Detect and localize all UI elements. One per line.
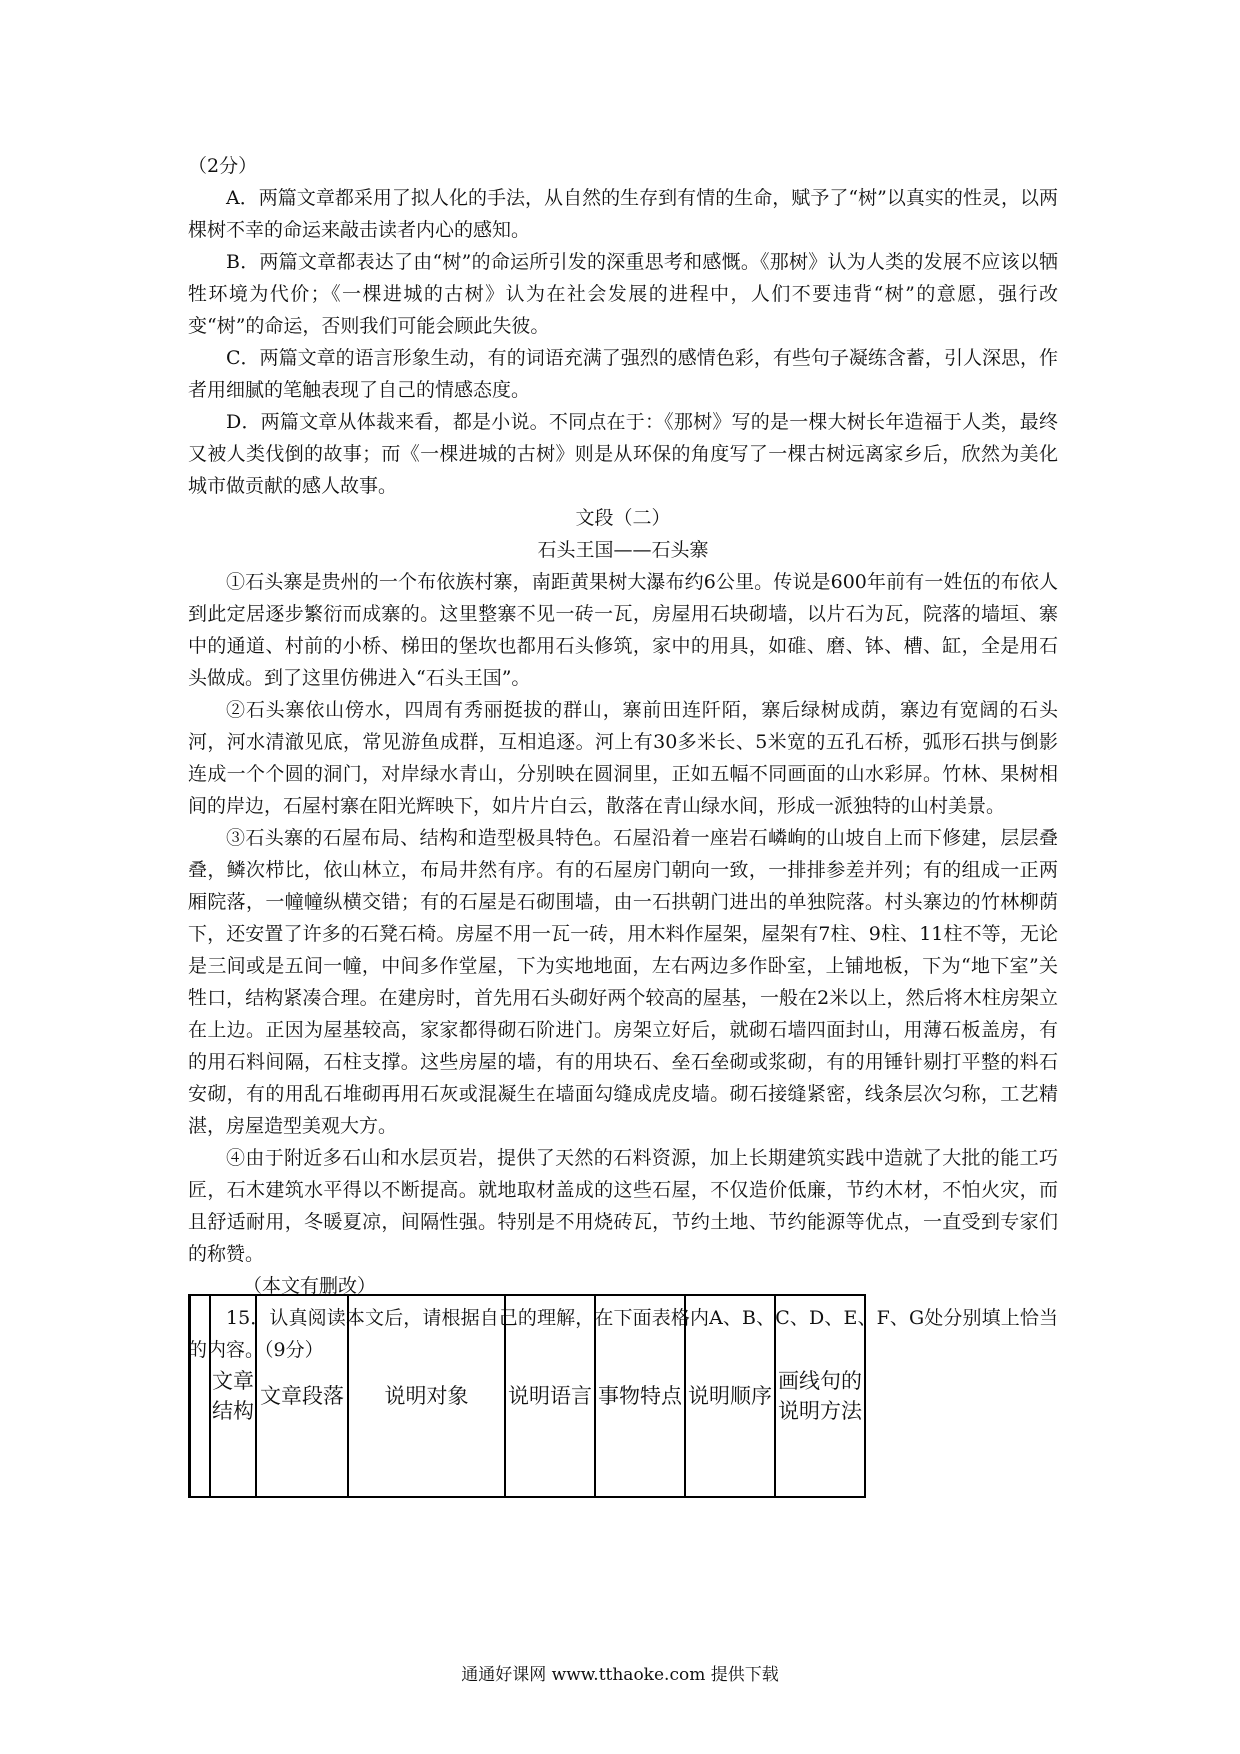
option-b: B．两篇文章都表达了由“树”的命运所引发的深重思考和感慨。《那树》认为人类的发展不应该以牺牲环境为代价；《一棵进城的古树》认为在社会发展的进程中，人们不要违背“树”的意愿，强行改变“树”的命运，否则我们可能会顾此失彼。 — [188, 251, 1058, 337]
option-d: D．两篇文章从体裁来看，都是小说。不同点在于：《那树》写的是一棵大树长年造福于人类，最终又被人类伐倒的故事；而《一棵进城的古树》则是从环保的角度写了一棵古树远离家乡后，欣然为美化城市做贡献的感人故事。 — [188, 411, 1058, 497]
table-header-cell: 说明语言 — [505, 1295, 595, 1497]
question-15: 15．认真阅读本文后，请根据自己的理解，在下面表格内A、B、C、D、E、F、G处分别填上恰当的内容。（9分） — [188, 1307, 1058, 1361]
question-tail: （2分） — [188, 155, 258, 177]
section-label: 文段（二） — [575, 507, 671, 529]
table-header-cell: 说明顺序 — [685, 1295, 775, 1497]
table-header-cell: 画线句的说明方法 — [775, 1295, 865, 1497]
table-header-cell: 文章段落 — [256, 1295, 348, 1497]
paragraph-1: ①石头寨是贵州的一个布依族村寨，南距黄果树大瀑布约6公里。传说是600年前有一姓伍的布依人到此定居逐步繁衍而成寨的。这里整寨不见一砖一瓦，房屋用石块砌墙，以片石为瓦，院落的墙垣、寨中的通道、村前的小桥、梯田的堡坎也都用石头修筑，家中的用具，如碓、磨、钵、槽、缸，全是用石头做成。到了这里仿佛进入“石头王国”。 — [188, 571, 1058, 689]
option-c: C．两篇文章的语言形象生动，有的词语充满了强烈的感情色彩，有些句子凝练含蓄，引人深思，作者用细腻的笔触表现了自己的情感态度。 — [188, 347, 1058, 401]
article-title: 石头王国——石头寨 — [537, 539, 709, 561]
paragraph-2: ②石头寨依山傍水，四周有秀丽挺拔的群山，寨前田连阡陌，寨后绿树成荫，寨边有宽阔的石头河，河水清澈见底，常见游鱼成群，互相追逐。河上有30多米长、5米宽的五孔石桥，弧形石拱与倒影连成一个个圆的洞门，对岸绿水青山，分别映在圆洞里，正如五幅不同画面的山水彩屏。竹林、果树相间的岸边，石屋村寨在阳光辉映下，如片片白云，散落在青山绿水间，形成一派独特的山村美景。 — [188, 699, 1058, 817]
table-header-row — [190, 1295, 866, 1497]
edit-note: （本文有删改） — [243, 1275, 377, 1297]
table-header-cell: 说明对象 — [348, 1295, 505, 1497]
table-header-cell: 事物特点 — [595, 1295, 685, 1497]
page-content — [188, 150, 1058, 1366]
table-header-cell — [190, 1295, 211, 1497]
answer-table-wrap — [188, 1294, 866, 1498]
table-header-cell: 文章结构 — [210, 1295, 256, 1497]
page-footer: 通通好课网 www.tthaoke.com 提供下载 — [461, 1665, 779, 1685]
option-a: A．两篇文章都采用了拟人化的手法，从自然的生存到有情的生命，赋予了“树”以真实的性灵，以两棵树不幸的命运来敲击读者内心的感知。 — [188, 187, 1058, 241]
answer-table — [188, 1294, 866, 1498]
paragraph-3: ③石头寨的石屋布局、结构和造型极具特色。石屋沿着一座岩石嶙峋的山坡自上而下修建，层层叠叠，鳞次栉比，依山林立，布局井然有序。有的石屋房门朝向一致，一排排参差并列；有的组成一正两厢院落，一幢幢纵横交错；有的石屋是石砌围墙，由一石拱朝门进出的单独院落。村头寨边的竹林柳荫下，还安置了许多的石凳石椅。房屋不用一瓦一砖，用木料作屋架，屋架有7柱、9柱、11柱不等，无论是三间或是五间一幢，中间多作堂屋，下为实地地面，左右两边多作卧室，上铺地板，下为“地下室”关牲口，结构紧凑合理。在建房时，首先用石头砌好两个较高的屋基，一般在2米以上，然后将木柱房架立在上边。正因为屋基较高，家家都得砌石阶进门。房架立好后，就砌石墙四面封山，用薄石板盖房，有的用石料间隔，石柱支撑。这些房屋的墙，有的用块石、垒石垒砌或浆砌，有的用锤针剔打平整的料石安砌，有的用乱石堆砌再用石灰或混凝生在墙面勾缝成虎皮墙。砌石接缝紧密，线条层次匀称，工艺精湛，房屋造型美观大方。 — [188, 827, 1058, 1137]
paragraph-4: ④由于附近多石山和水层页岩，提供了天然的石料资源，加上长期建筑实践中造就了大批的能工巧匠，石木建筑水平得以不断提高。就地取材盖成的这些石屋，不仅造价低廉，节约木材，不怕火灾，而且舒适耐用，冬暖夏凉，间隔性强。特别是不用烧砖瓦，节约土地、节约能源等优点，一直受到专家们的称赞。 — [188, 1147, 1058, 1265]
